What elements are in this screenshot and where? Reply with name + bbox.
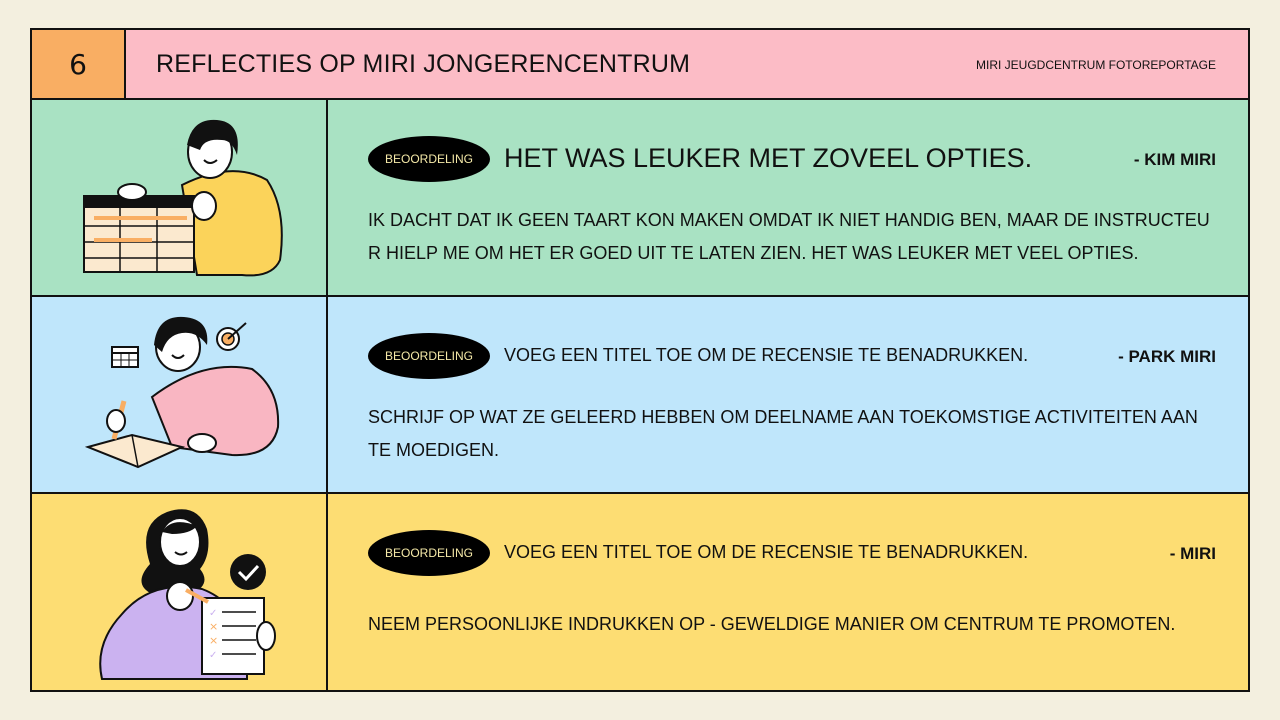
person-with-calendar-illustration	[32, 100, 328, 295]
review-badge: BEOORDELING	[368, 136, 490, 182]
header	[32, 30, 1248, 100]
page-subtitle: MIRI JEUGDCENTRUM FOTOREPORTAGE	[975, 58, 1216, 72]
review-row-1	[32, 100, 1248, 297]
svg-text:×: ×	[209, 634, 219, 647]
svg-text:✓: ✓	[209, 608, 218, 619]
title-bar	[126, 30, 1248, 98]
review-body: SCHRIJF OP WAT ZE GELEERD HEBBEN OM DEELNAME AAN TOEKOMSTIGE ACTIVITEITEN AAN TE MOEDIGEN.	[368, 407, 1198, 460]
review-content-2	[330, 297, 1248, 492]
review-row-3	[32, 494, 1248, 690]
review-author: - PARK MIRI	[1118, 347, 1216, 366]
review-badge: BEOORDELING	[368, 333, 490, 379]
page-title: REFLECTIES OP MIRI JONGERENCENTRUM	[156, 50, 691, 78]
review-body: IK DACHT DAT IK GEEN TAART KON MAKEN OMDAT IK NIET HANDIG BEN, MAAR DE INSTRUCTEUR HIELP ME OM HET ER GOED UIT TE LATEN ZIEN. HET WAS LEUKER MET VEEL OPTIES.	[368, 210, 1210, 263]
person-with-checklist-icon	[32, 494, 328, 688]
person-writing-in-book-icon	[32, 297, 328, 492]
review-title: VOEG EEN TITEL TOE OM DE RECENSIE TE BENADRUKKEN.	[504, 345, 1029, 365]
review-content-3	[330, 494, 1248, 690]
person-with-calendar-icon	[32, 100, 328, 295]
svg-text:✓: ✓	[209, 650, 218, 661]
review-title: HET WAS LEUKER MET ZOVEEL OPTIES.	[504, 143, 1033, 173]
review-body: NEEM PERSOONLIJKE INDRUKKEN OP - GEWELDIGE MANIER OM CENTRUM TE PROMOTEN.	[368, 614, 1176, 634]
review-content-1	[330, 100, 1248, 295]
review-author: - KIM MIRI	[1133, 150, 1216, 169]
slide-frame	[30, 28, 1250, 692]
person-with-checklist-illustration	[32, 494, 328, 690]
review-row-2	[32, 297, 1248, 494]
review-title: VOEG EEN TITEL TOE OM DE RECENSIE TE BENADRUKKEN.	[504, 542, 1029, 562]
review-badge: BEOORDELING	[368, 530, 490, 576]
svg-text:×: ×	[209, 620, 219, 633]
person-writing-in-book-illustration	[32, 297, 328, 492]
review-author: - MIRI	[1169, 544, 1216, 563]
slide-number: 6	[32, 30, 126, 98]
